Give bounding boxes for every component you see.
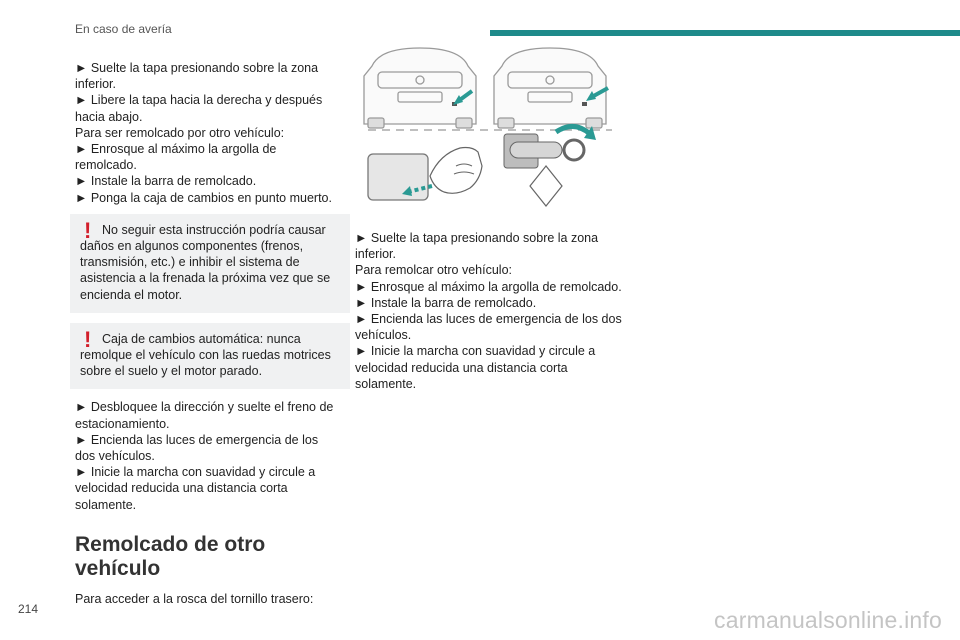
warning-icon: ! bbox=[84, 217, 92, 243]
tow-hook-rear-illustration bbox=[360, 46, 620, 226]
left-column bbox=[75, 60, 340, 607]
warning-text: Caja de cambios automática: nunca remolque el vehículo con las ruedas motrices sobre el suelo y el motor parado. bbox=[80, 331, 331, 379]
instruction-line: ► Desbloquee la dirección y suelte el freno de estacionamiento. bbox=[75, 400, 334, 431]
heading-intro: Para acceder a la rosca del tornillo trasero: bbox=[75, 591, 314, 606]
warning-text: No seguir esta instrucción podría causar daños en algunos componentes (frenos, transmisión, etc.) e inhibir el sistema de asistencia a la frenada la próxima vez que se encienda el motor. bbox=[80, 222, 331, 302]
instruction-line: ► Instale la barra de remolcado. bbox=[75, 174, 257, 189]
instruction-line: ► Inicie la marcha con suavidad y circule a velocidad reducida una distancia corta solamente. bbox=[355, 344, 596, 391]
instruction-line: Para remolcar otro vehículo: bbox=[355, 263, 513, 278]
instruction-line: ► Libere la tapa hacia la derecha y después hacia abajo. bbox=[75, 93, 323, 124]
car-rear-view-right bbox=[494, 48, 606, 128]
car-rear-view-left bbox=[364, 48, 476, 128]
instruction-line: ► Suelte la tapa presionando sobre la zona inferior. bbox=[355, 231, 599, 262]
instruction-line: ► Encienda las luces de emergencia de los dos vehículos. bbox=[355, 312, 622, 343]
instruction-line: ► Suelte la tapa presionando sobre la zona inferior. bbox=[75, 61, 319, 92]
warning-box-brakes bbox=[70, 214, 350, 313]
cover-plate bbox=[368, 154, 428, 200]
page-number: 214 bbox=[18, 602, 39, 616]
warning-icon: ! bbox=[84, 326, 92, 352]
section-heading: Remolcado de otro vehículo bbox=[75, 532, 266, 580]
instruction-line: ► Encienda las luces de emergencia de los dos vehículos. bbox=[75, 432, 319, 464]
hand-icon bbox=[430, 148, 482, 194]
section-title: En caso de avería bbox=[75, 22, 172, 36]
instruction-line: ► Enrosque al máximo la argolla de remolcado. bbox=[75, 142, 277, 173]
instruction-line: ► Ponga la caja de cambios en punto muerto. bbox=[75, 190, 332, 205]
instruction-line: ► Instale la barra de remolcado. bbox=[355, 295, 537, 310]
instruction-line: Para ser remolcado por otro vehículo: bbox=[75, 125, 285, 140]
watermark: carmanualsonline.info bbox=[714, 607, 942, 633]
instruction-line: ► Inicie la marcha con suavidad y circule a velocidad reducida una distancia corta solamente. bbox=[75, 465, 316, 512]
tow-hook-icon bbox=[504, 126, 596, 206]
right-column bbox=[355, 230, 625, 392]
warning-box-automatic-gearbox bbox=[70, 323, 350, 390]
header-accent-bar bbox=[490, 30, 960, 36]
instruction-line: ► Enrosque al máximo la argolla de remolcado. bbox=[355, 279, 622, 294]
